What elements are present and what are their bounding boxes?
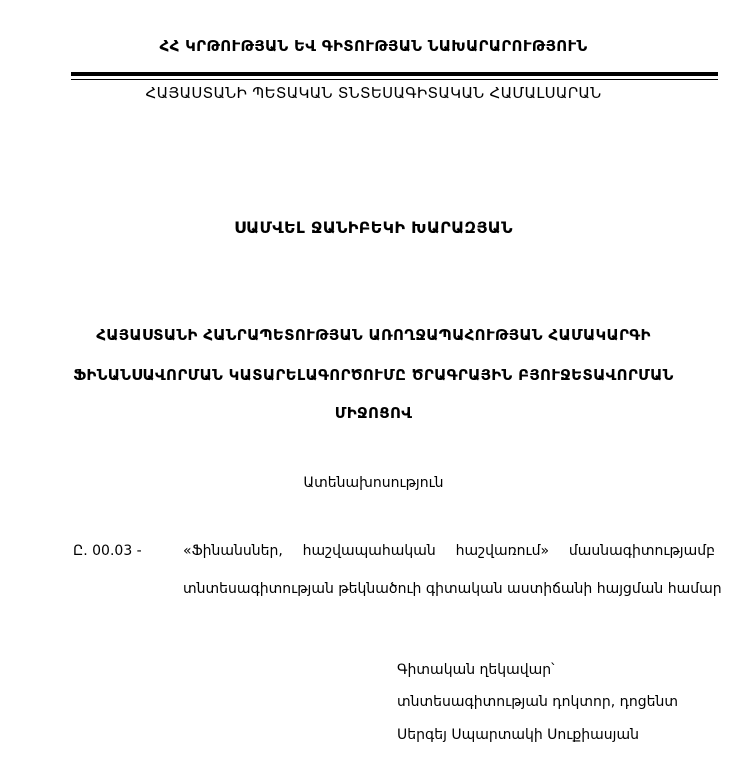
specialty-word: մասնագիտությամբ bbox=[568, 543, 715, 559]
specialty-code: Ը. 00.03 - bbox=[73, 543, 142, 559]
specialty-line-1 bbox=[183, 543, 715, 559]
advisor-name: Սերգեյ Սպարտակի Սուքիասյան bbox=[397, 727, 639, 743]
specialty-word: հաշվառում» bbox=[455, 543, 550, 559]
specialty-line-2: տնտեսագիտության թեկնածուի գիտական աստիճանի հայցման համար bbox=[183, 581, 722, 597]
thesis-title-line-2: ՖԻՆԱՆՍԱՎՈՐՄԱՆ ԿԱՏԱՐԵԼԱԳՈՐԾՈՒՄԸ ԾՐԱԳՐԱՅԻՆ ԲՅՈՒՋԵՏԱՎՈՐՄԱՆ bbox=[73, 366, 674, 384]
specialty-word: «Ֆինանսներ, bbox=[183, 543, 283, 559]
thesis-title-line-1: ՀԱՅԱՍՏԱՆԻ ՀԱՆՐԱՊԵՏՈՒԹՅԱՆ ԱՌՈՂՋԱՊԱՀՈՒԹՅԱՆ ՀԱՄԱԿԱՐԳԻ bbox=[96, 326, 651, 344]
advisor-degree: տնտեսագիտության դոկտոր, դոցենտ bbox=[397, 694, 678, 710]
header-rule-thick bbox=[71, 72, 718, 76]
specialty-word: հաշվապահական bbox=[302, 543, 436, 559]
advisor-role: Գիտական ղեկավար՝ bbox=[397, 662, 555, 678]
header-rule-thin bbox=[71, 79, 718, 80]
university-heading: ՀԱՅԱՍՏԱՆԻ ՊԵՏԱԿԱՆ ՏՆՏԵՍԱԳԻՏԱԿԱՆ ՀԱՄԱԼՍԱՐԱՆ bbox=[145, 84, 602, 102]
author-name: ՍԱՄՎԵԼ ՋԱՆԻԲԵԿԻ ԽԱՐԱԶՅԱՆ bbox=[234, 218, 513, 237]
ministry-heading: ՀՀ ԿՐԹՈՒԹՅԱՆ ԵՎ ԳԻՏՈՒԹՅԱՆ ՆԱԽԱՐԱՐՈՒԹՅՈՒՆ bbox=[159, 37, 588, 55]
thesis-title-line-3: ՄԻՋՈՑՈՎ bbox=[334, 404, 413, 422]
document-type: Ատենախոսություն bbox=[303, 475, 444, 491]
